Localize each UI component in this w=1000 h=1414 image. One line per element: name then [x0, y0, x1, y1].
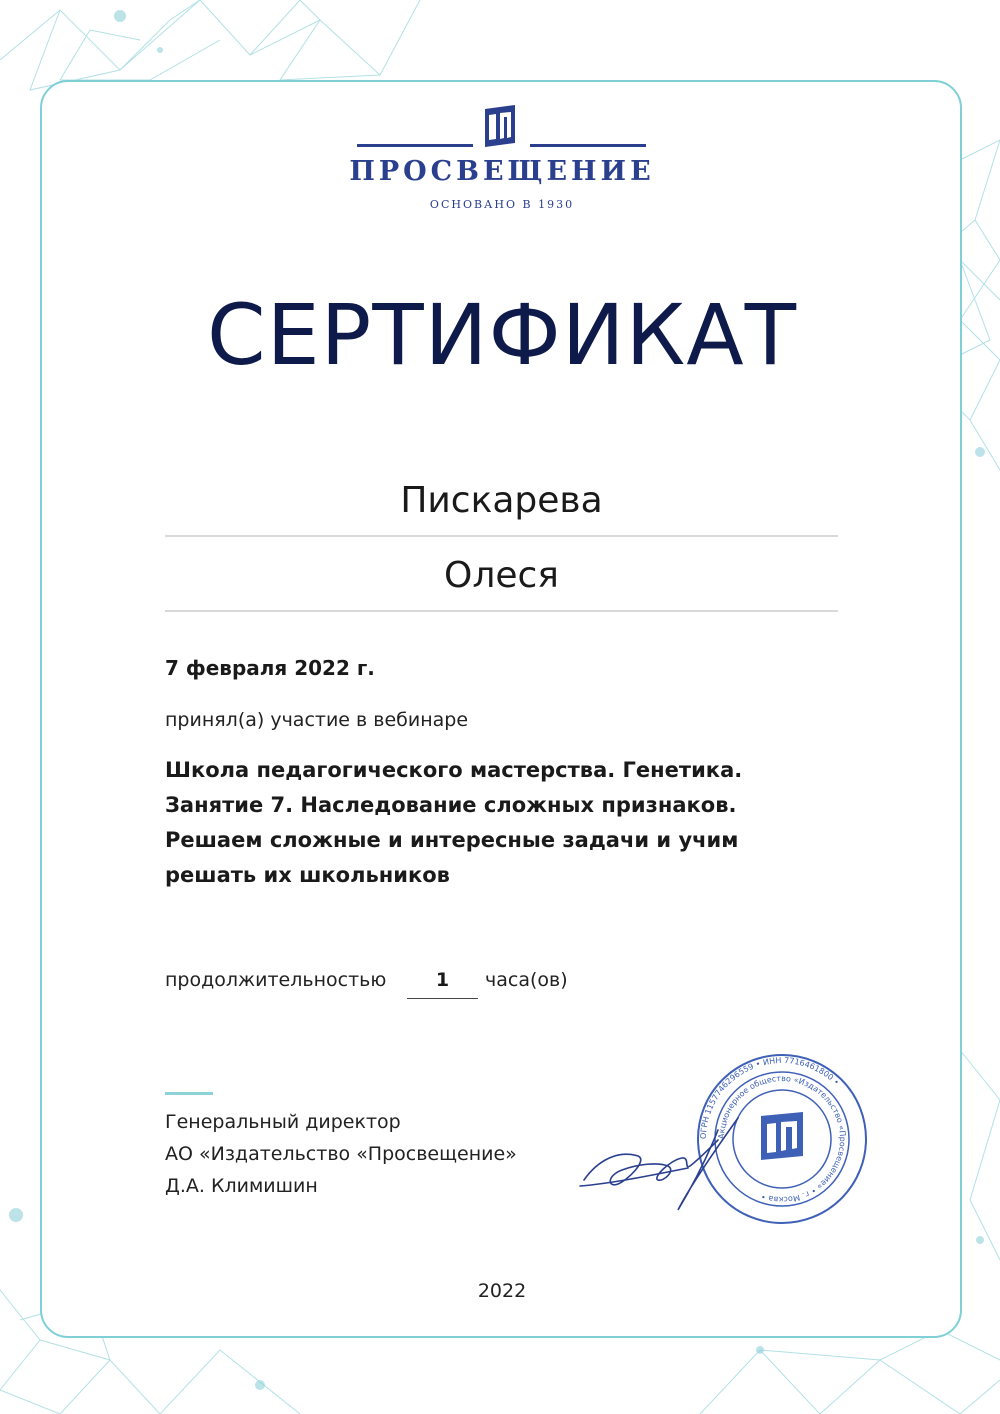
duration-unit: часа(ов) — [485, 969, 568, 991]
stamp-outer-text: ОГРН 1157746296559 • ИНН 7716461800 • — [698, 1055, 842, 1140]
recipient-surname: Пискарева — [400, 480, 603, 521]
first-name-underline — [165, 610, 838, 612]
webinar-title: Школа педагогического мастерства. Генетика. Занятие 7. Наследование сложных признаков. Решаем сложные и интересные задачи и учим решать их школьников — [165, 758, 743, 887]
stamp-inner-text: Акционерное общество «Издательство «Просвещение» • г. Москва • — [716, 1073, 848, 1205]
surname-underline — [165, 535, 838, 537]
logo-name: ПРОСВЕЩЕНИЕ — [349, 156, 655, 187]
participation-text: принял(а) участие в вебинаре — [165, 709, 469, 731]
recipient-first-name: Олеся — [444, 555, 559, 596]
logo-left-line — [357, 144, 473, 147]
signatory-position: Генеральный директор — [165, 1111, 401, 1133]
logo-subtitle: ОСНОВАНО В 1930 — [429, 198, 575, 211]
logo-right-line — [530, 144, 646, 147]
certificate-title: СЕРТИФИКАТ — [206, 286, 798, 384]
event-date: 7 февраля 2022 г. — [165, 656, 375, 680]
duration-label: продолжительностью — [165, 969, 387, 991]
certificate-year: 2022 — [477, 1280, 527, 1302]
signature — [578, 1100, 758, 1220]
signatory-name: Д.А. Климишин — [165, 1175, 318, 1197]
duration-value: 1 — [407, 969, 478, 999]
accent-dash — [165, 1092, 213, 1095]
prosveshchenie-logo-icon — [481, 103, 519, 149]
signatory-organization: АО «Издательство «Просвещение» — [165, 1143, 517, 1165]
